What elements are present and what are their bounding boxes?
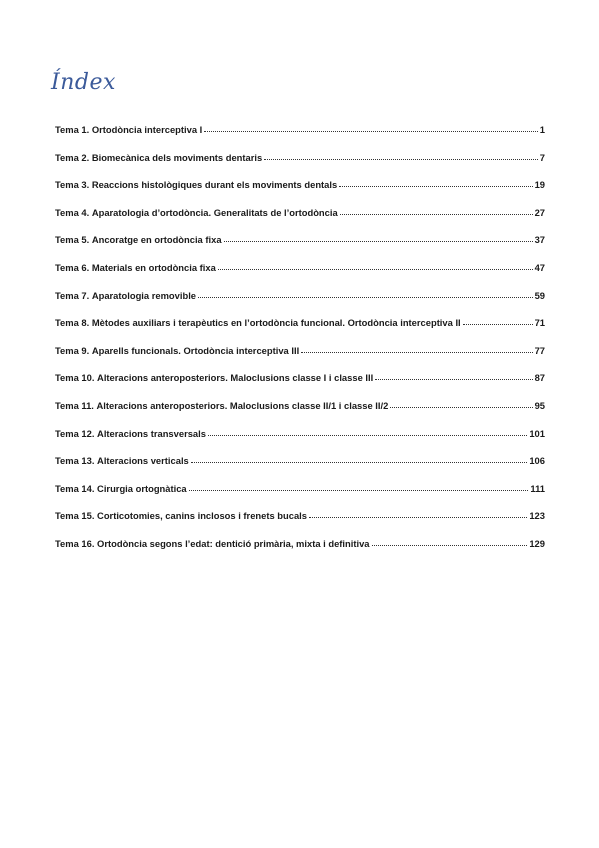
toc-entry-title: Ortodòncia segons l’edat: dentició primària, mixta i definitiva [97,537,370,549]
toc-entry-label [55,290,196,301]
toc-entry-title: Biomecànica dels moviments dentaris [91,151,263,163]
toc-entry-label [55,207,338,218]
toc-entry-label [55,372,373,383]
toc-entry[interactable] [55,455,545,483]
toc-entry-label [55,483,187,494]
toc-entry-page: 87 [534,372,545,384]
toc-leader-dots [301,352,532,353]
toc-entry-title: Alteracions anteroposteriors. Maloclusions classe I i classe III [97,372,374,384]
toc-entry-label [55,400,388,411]
toc-entry-page: 111 [530,482,545,494]
toc-entry-label [55,152,262,163]
toc-leader-dots [309,517,527,518]
toc-entry[interactable] [55,372,545,400]
toc-leader-dots [198,297,533,298]
toc-entry-page: 59 [534,289,545,301]
toc-entry-page: 1 [539,124,545,135]
toc-entry[interactable] [55,179,545,207]
toc-entry-number: Tema 5. [55,234,90,246]
toc-entry-number: Tema 14. [55,482,95,494]
toc-entry-title: Aparatologia removible [91,289,197,301]
toc-entry-title: Aparells funcionals. Ortodòncia interceptiva III [91,344,300,356]
toc-leader-dots [390,407,532,408]
index-title: Índex [51,70,116,95]
toc-entry-page: 129 [529,537,545,549]
toc-entry-label [55,179,337,190]
toc-entry-number: Tema 1. [55,124,90,135]
toc-entry-label [55,317,461,328]
toc-leader-dots [191,462,528,463]
toc-leader-dots [218,269,533,270]
toc-entry[interactable] [55,124,545,152]
toc-entry[interactable] [55,262,545,290]
toc-entry-number: Tema 7. [55,289,90,301]
toc-entry[interactable] [55,345,545,373]
toc-entry-number: Tema 8. [55,317,90,329]
toc-entry-page: 77 [534,344,545,356]
toc-entry-title: Mètodes auxiliars i terapèutics en l’ortodòncia funcional. Ortodòncia interceptiva II [91,317,461,329]
toc-entry-number: Tema 16. [55,537,95,549]
toc-entry-number: Tema 11. [55,399,94,411]
toc-leader-dots [340,214,533,215]
toc-entry-title: Reaccions histològiques durant els moviments dentals [91,179,338,191]
toc-leader-dots [224,241,533,242]
toc-entry-number: Tema 4. [55,206,90,218]
toc-entry-label [55,234,222,245]
toc-entry-number: Tema 2. [55,151,90,163]
toc-entry[interactable] [55,483,545,511]
toc-entry-number: Tema 9. [55,344,90,356]
toc-entry-page: 71 [534,317,545,329]
toc-entry-page: 106 [529,455,545,467]
toc-entry[interactable] [55,152,545,180]
toc-leader-dots [375,379,532,380]
toc-leader-dots [189,490,529,491]
table-of-contents [55,124,545,566]
toc-leader-dots [208,435,527,436]
toc-entry-number: Tema 3. [55,179,90,191]
toc-entry[interactable] [55,317,545,345]
toc-entry-title: Corticotomies, canins inclosos i frenets bucals [97,510,308,522]
toc-entry-label [55,510,307,521]
toc-entry[interactable] [55,234,545,262]
toc-entry-number: Tema 12. [55,427,95,439]
toc-entry-label [55,538,370,549]
toc-entry-label [55,455,189,466]
toc-entry-page: 27 [534,206,545,218]
toc-entry-number: Tema 15. [55,510,95,522]
toc-entry-title: Alteracions anteroposteriors. Maloclusions classe II/1 i classe II/2 [96,399,389,411]
toc-leader-dots [264,159,538,160]
toc-entry-title: Materials en ortodòncia fixa [91,261,216,273]
toc-entry-page: 7 [539,151,545,163]
toc-leader-dots [339,186,532,187]
toc-entry-label [55,345,299,356]
toc-entry-number: Tema 6. [55,261,90,273]
toc-entry[interactable] [55,207,545,235]
toc-entry[interactable] [55,510,545,538]
toc-entry-title: Ancoratge en ortodòncia fixa [91,234,222,246]
toc-entry-title: Aparatologia d’ortodòncia. Generalitats de l’ortodòncia [91,206,338,218]
toc-entry-title: Cirurgia ortognàtica [97,482,187,494]
toc-entry-label [55,262,216,273]
toc-leader-dots [463,324,533,325]
toc-entry-number: Tema 13. [55,455,95,467]
toc-entry[interactable] [55,538,545,566]
toc-entry-number: Tema 10. [55,372,95,384]
toc-entry[interactable] [55,400,545,428]
toc-leader-dots [372,545,528,546]
toc-entry-title: Alteracions verticals [97,455,189,467]
toc-entry-page: 123 [529,510,545,522]
toc-entry-page: 47 [534,261,545,273]
toc-entry-label [55,124,202,135]
toc-entry-page: 95 [534,399,545,411]
toc-entry-title: Ortodòncia interceptiva I [91,124,203,135]
toc-entry-label [55,428,206,439]
toc-entry-page: 101 [529,427,545,439]
toc-leader-dots [204,131,538,132]
toc-entry[interactable] [55,290,545,318]
toc-entry[interactable] [55,428,545,456]
toc-entry-page: 37 [534,234,545,246]
toc-entry-page: 19 [534,179,545,191]
toc-entry-title: Alteracions transversals [97,427,206,439]
